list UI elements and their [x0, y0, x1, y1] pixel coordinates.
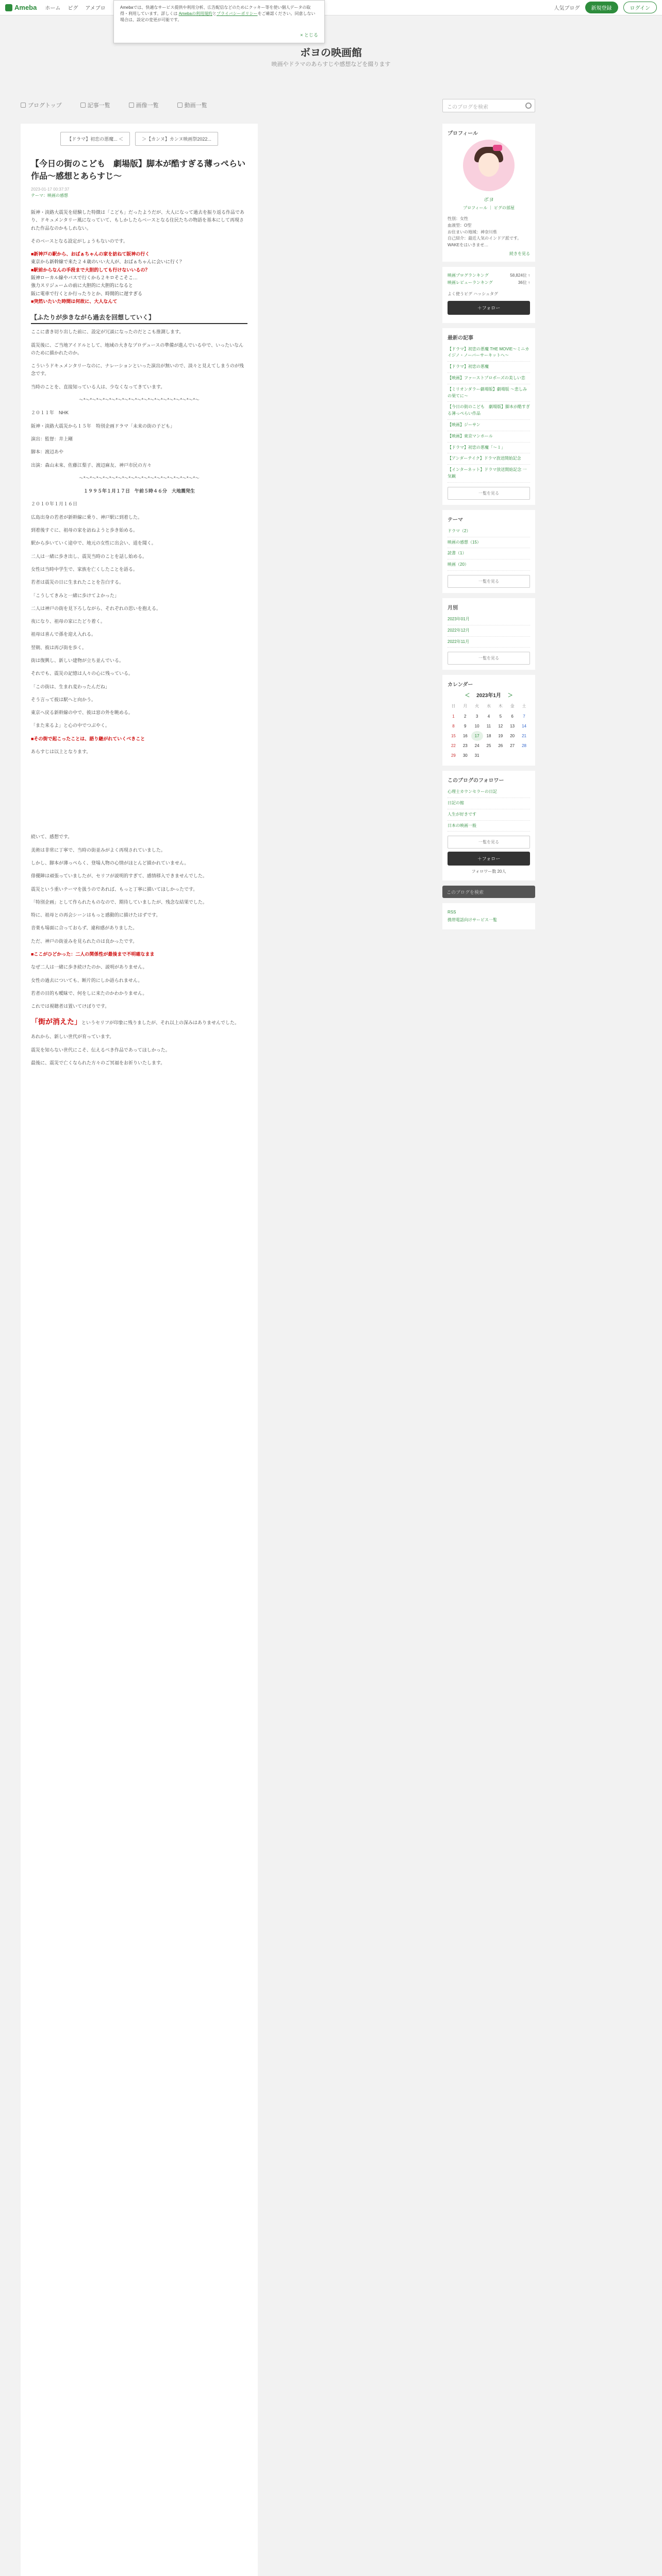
paragraph: 出演：森山未來、佐藤江梨子、渡辺麻友、神戸市民の方々 [31, 462, 152, 468]
list-item: ■新神戸の駅から、おばぁちゃんの家を訪ねて阪神の行く [31, 251, 150, 257]
calendar-day: 29 [451, 753, 456, 758]
recent-item[interactable]: 【今日の街のこども 劇場版】脚本が酷すぎる薄っぺらい作品 [448, 402, 530, 420]
calendar-day-link[interactable]: 17 [471, 731, 483, 741]
recent-item[interactable]: 【ミリオンダラー劇場版】劇場版 ～悲しみの果てに～ [448, 384, 530, 402]
rss-box [442, 903, 535, 929]
paragraph: 美術は非常に丁寧で、当時の街並みがよく再現されていました。 [31, 847, 166, 853]
theme-item[interactable]: ドラマ（2） [448, 526, 530, 537]
paragraph: あれから、新しい世代が育っています。 [31, 1034, 114, 1040]
list-item: 強力スリジュームの前に大胆的に大胆的になると [31, 283, 133, 289]
calendar-day: 13 [510, 724, 515, 729]
profile-info: 性別：女性 血液型：O型 お住まいの地域：神奈川県 自己紹介：最近人気のインドア派です。WAKEをはいきませ… [448, 216, 522, 248]
paragraph: ただ、神戸の街並みを見られたのは良かったです。 [31, 938, 138, 944]
themes-heading: テーマ [448, 517, 463, 523]
post-title: 【今日の街のこども 劇場版】脚本が酷すぎる薄っぺらい作品～感想とあらすじ～ [31, 160, 246, 181]
ranking-box [442, 267, 535, 323]
follower-item[interactable]: 日記の館 [448, 798, 530, 809]
cookie-banner [113, 0, 325, 43]
paragraph: 東京へ戻る新幹線の中で、彼は窓の外を眺める。 [31, 710, 133, 716]
nav-videos-label: 動画一覧 [184, 103, 207, 109]
avatar[interactable] [463, 140, 515, 191]
recent-item[interactable]: 【ドラマ】初恋の悪魔「～１」 [448, 443, 530, 454]
calendar-title: 2023年1月 [476, 693, 501, 699]
point-list [31, 250, 247, 306]
archive-list [448, 614, 530, 648]
paragraph: 広島出身の若者が新幹線に乗り、神戸駅に到着した。 [31, 514, 143, 520]
paragraph: 最後に、震災で亡くなられた方々のご冥福をお祈りいたします。 [31, 1060, 166, 1065]
gnav-home[interactable]: ホーム [45, 6, 61, 11]
paragraph: 阪神・淡路大震災から１５年 特別企画ドラマ「未来の街の子ども」 [31, 423, 175, 429]
gnav-pigg[interactable]: ピグ [68, 6, 78, 11]
theme-item[interactable]: 映画（20） [448, 560, 530, 571]
profile-box [442, 124, 535, 262]
paragraph: 震災という重いテーマを扱うのであれば、もっと丁寧に描いてほしかったです。 [31, 886, 198, 892]
recent-item[interactable]: 【映画】ジーサン [448, 420, 530, 431]
cookie-mid: と [212, 11, 217, 16]
list-item: 阪に電車で行くとか行ったりとか、時間的に遅すぎる [31, 291, 143, 296]
archive-heading: 月別 [448, 605, 458, 611]
ranking-row[interactable] [448, 272, 530, 279]
archive-item[interactable]: 2022年11月 [448, 637, 530, 648]
calendar-day: 9 [464, 724, 467, 729]
calendar-next-button[interactable]: ＞ [507, 693, 513, 699]
calendar-day: 6 [511, 714, 514, 719]
blog-title[interactable]: ボヨの映画館 [300, 47, 362, 59]
calendar-day [518, 751, 530, 760]
calendar-day: 18 [486, 734, 491, 739]
profile-more-link[interactable]: 続きを見る [509, 251, 530, 256]
paragraph: 「また来るよ」と心の中でつぶやく。 [31, 723, 110, 728]
sidebar-search-input[interactable]: このブログを検索 [442, 886, 535, 898]
paragraph: これでは視聴者は置いてけぼりです。 [31, 1004, 110, 1009]
follower-count: フォロワー数 20人 [471, 869, 506, 874]
search-icon[interactable] [525, 103, 532, 109]
blog-description: 映画やドラマのあらすじや感想などを綴ります [271, 61, 391, 67]
terms-link[interactable]: Amebaの利用規約 [178, 11, 212, 16]
calendar-day: 3 [475, 714, 478, 719]
archive-item[interactable]: 2023年01月 [448, 614, 530, 625]
calendar-day: 28 [522, 743, 526, 749]
separator: ～*～*～*～*～*～*～*～*～*～*～*～*～*～*～*～*～*～*～ [78, 475, 200, 481]
mobile-link[interactable]: 携帯電話向けサービス一覧 [448, 918, 497, 923]
followers-heading: このブログのフォロワー [448, 778, 504, 784]
weekday: 月 [463, 704, 468, 709]
recent-more-button[interactable]: 一覧を見る [448, 487, 530, 500]
paragraph: 「こうしてきみと一緒に歩けてよかった」 [31, 592, 120, 598]
list-item: ■突然いたいた時間は何故に、大人なんて [31, 298, 118, 304]
recent-list [448, 344, 530, 483]
ameba-logo-icon [5, 4, 12, 11]
ranking-row[interactable] [448, 279, 530, 286]
profile-links[interactable]: プロフィール ｜ ピグの部屋 [463, 206, 515, 210]
earthquake-date: １９９５年１月１７日 午前５時４６分 大地震発生 [83, 488, 195, 494]
paragraph: 「この街は、生まれ変わったんだね」 [31, 684, 110, 689]
weekday: 火 [475, 704, 479, 709]
recent-item[interactable]: 【映画】東京マンホール [448, 431, 530, 443]
next-article-button[interactable]: ＞【カンヌ】カンヌ映画祭2022... [135, 132, 218, 146]
prev-article-button[interactable]: 【ドラマ】初恋の悪魔... ＜ [60, 132, 130, 146]
paragraph: それでも、震災の記憶は人々の心に残っている。 [31, 671, 134, 676]
profile-heading: プロフィール [448, 131, 478, 137]
paragraph: あらすじは以上となります。 [31, 749, 91, 755]
calendar-day: 25 [486, 743, 491, 749]
profile-name[interactable]: ボヨ [484, 197, 494, 203]
paragraph: そのベースとなる設定がしょうもないのです。 [31, 238, 128, 244]
recent-item[interactable]: 【ドラマ】初恋の悪魔 [448, 362, 530, 373]
calendar-day: 16 [462, 734, 468, 739]
paragraph: 翌朝、彼は再び街を歩く。 [31, 645, 87, 650]
ranking-value: 58,824位 ↑ [510, 273, 530, 278]
blog-nav [0, 101, 662, 113]
paragraph: なぜ二人は一緒に歩き続けたのか、説明がありません。 [31, 964, 147, 970]
calendar-title-row [448, 691, 530, 699]
recent-heading: 最新の記事 [448, 335, 473, 341]
paragraph: 祖母は喜んで孫を迎え入れる。 [31, 632, 96, 637]
calendar-heading: カレンダー [448, 682, 473, 688]
followers-list [448, 787, 530, 832]
paragraph: 街は復興し、新しい建物が立ち並んでいる。 [31, 657, 124, 663]
cookie-text: Amebaでは、快適なサービス提供や利用分析、広告配信などのためにクッキー等を使い個人データの取得・利用しています。詳しくは [120, 5, 311, 16]
nav-articles-label: 記事一覧 [87, 103, 110, 109]
nav-articles[interactable] [80, 101, 110, 109]
paragraph: 夜になり、祖母の家にたどり着く。 [31, 619, 105, 624]
calendar-day: 27 [510, 743, 515, 749]
recent-item[interactable]: 【アンダーテイク】ドラマ放送開始記念 [448, 453, 530, 465]
recent-item[interactable]: 【ドラマ】初恋の悪魔 THE MOVIE～ミニカイジノ・ノーバーサーキットへ～ [448, 344, 530, 362]
section-heading: 【ふたりが歩きながら過去を回想していく】 [31, 313, 247, 324]
calendar-day [506, 751, 518, 760]
separator: ～*～*～*～*～*～*～*～*～*～*～*～*～*～*～*～*～*～*～ [78, 397, 200, 403]
calendar-day: 5 [499, 714, 502, 719]
calendar-day: 22 [451, 743, 456, 749]
calendar-day: 2 [464, 714, 467, 719]
calendar-day: 1 [452, 714, 455, 719]
calendar-prev-button[interactable]: ＜ [465, 693, 470, 699]
list-item: 阪神ローカル線やバスで行くから２キロそこそこ… [31, 275, 138, 281]
ameba-logo[interactable] [5, 4, 37, 11]
theme-item[interactable]: 映画の感想（15） [448, 537, 530, 549]
nav-images-label: 画像一覧 [136, 103, 159, 109]
highlight-text: ■その街で起こったことは、語り継がれていくべきこと [31, 736, 145, 741]
calendar-day: 19 [498, 734, 503, 739]
calendar-day [483, 751, 495, 760]
calendar-table [448, 701, 530, 760]
calendar-day: 4 [487, 714, 490, 719]
search-placeholder: このブログを検索 [447, 105, 488, 110]
follower-item[interactable]: 人生が好きです [448, 809, 530, 821]
follower-item[interactable]: 心理士カウンセラーの日記 [448, 787, 530, 798]
calendar-day: 7 [523, 714, 525, 719]
privacy-link[interactable]: プライバシーポリシー [216, 11, 258, 16]
paragraph: しかし、脚本が薄っぺらく、登場人物の心情がほとんど描かれていません。 [31, 860, 189, 866]
themes-more-button[interactable]: 一覧を見る [448, 575, 530, 588]
paragraph: 特に、祖母との再会シーンはもっと感動的に描けたはずです。 [31, 912, 161, 918]
weekday: 日 [451, 704, 456, 709]
archive-item[interactable]: 2022年12月 [448, 625, 530, 637]
calendar-day: 8 [452, 724, 455, 729]
paragraph: 若者は震災の日に生まれたことを告白する。 [31, 580, 124, 585]
rss-link[interactable]: RSS [448, 910, 456, 915]
paragraph: 「特別企画」として作られたものなので、期待していましたが、残念な結果でした。 [31, 899, 207, 905]
list-item: 東京から新幹線で来た２４歳のいい大人が、おばぁちゃんに会いに行く？ [31, 259, 185, 265]
paragraph: 到着後すぐに、祖母の家を訪ねようと歩き始める。 [31, 528, 138, 533]
paragraph: 震災後に、ご当地アイドルとして、地域の大きなプロデュースの準備が進んでいる中で、いったいなんのために描かれたのか。 [31, 342, 244, 355]
archive-box [442, 598, 535, 670]
weekday: 土 [522, 704, 526, 709]
calendar-day: 12 [498, 724, 503, 729]
follower-item[interactable]: 日本の映画一般 [448, 821, 530, 832]
post-body [31, 209, 247, 1067]
video-icon [177, 103, 183, 108]
global-bar [0, 0, 662, 15]
cookie-close-button[interactable]: × とじる [300, 32, 318, 38]
paragraph: 演出：監督：井上剛 [31, 436, 73, 442]
calendar-day: 26 [498, 743, 503, 749]
ranking-label: 映画レビューランキング [448, 280, 493, 285]
recent-item[interactable]: 【インターネット】ドラマ放送開始記念 一気観 [448, 465, 530, 483]
recent-item[interactable]: 【映画】ファーストプロポーズの美しい恋 [448, 373, 530, 384]
list-item: ■駅前からなんの手段まで大胆的しても行けないいるの？ [31, 267, 150, 273]
calendar-box [442, 675, 535, 766]
paragraph: 二人は神戸の街を見下ろしながら、それぞれの思いを抱える。 [31, 605, 161, 611]
ranking-note: よく使うピグ ハッシュタグ [448, 291, 499, 296]
calendar-day: 10 [474, 724, 479, 729]
blank-space [31, 761, 247, 833]
calendar-day: 24 [474, 743, 479, 749]
popular-blogs-link[interactable]: 人気ブログ [554, 6, 580, 11]
avatar-face [478, 153, 499, 177]
weekday: 金 [510, 704, 515, 709]
calendar-day [494, 751, 506, 760]
paragraph: そう言って彼は駅へと向かう。 [31, 697, 96, 702]
article-pager [31, 132, 247, 146]
nav-blog-top-label: ブログトップ [28, 103, 62, 109]
paragraph: 駅から歩いていく途中で、地元の女性に出会い、道を聞く。 [31, 540, 156, 546]
search-input[interactable] [442, 99, 535, 112]
ranking-value: 36位 ↑ [518, 280, 530, 285]
logo-text: Ameba [14, 4, 37, 11]
calendar-day: 30 [462, 753, 468, 758]
paragraph: 女性は当時中学生で、家族を亡くしたことを語る。 [31, 566, 138, 572]
post-date: 2023-01-17 00:37:37 [31, 187, 70, 192]
home-icon [21, 103, 26, 108]
themes-box [442, 510, 535, 593]
avatar-ribbon [493, 145, 502, 151]
paragraph: 若者の目的も曖昧で、何をしに来たのかわかりません。 [31, 990, 147, 996]
calendar-day: 20 [510, 734, 515, 739]
main-article [21, 124, 258, 2576]
calendar-day: 23 [462, 743, 468, 749]
gnav-ameblo[interactable]: アメブロ [85, 6, 106, 11]
weekday: 木 [498, 704, 503, 709]
paragraph: 脚本：渡辺あや [31, 449, 64, 455]
calendar-day: 14 [522, 724, 526, 729]
emphasis-quote: 「街が消えた」 [31, 1017, 81, 1026]
paragraph-tail: というセリフが印象に残りましたが、それ以上の深みはありませんでした。 [81, 1020, 240, 1025]
follow-button[interactable]: ＋フォロー [448, 301, 530, 315]
weekday: 水 [486, 704, 491, 709]
recent-posts-box [442, 328, 535, 505]
themes-list [448, 526, 530, 571]
global-nav [45, 4, 105, 11]
calendar-day: 11 [486, 724, 491, 729]
paragraph: こういうドキュメンタリーなのに、ナレーションといった演出が無いので、淡々と見えてしまうのが残念です。 [31, 363, 244, 377]
paragraph: ここに書き切り出した前に、設定が冗談になったのだとこも推測します。 [31, 329, 184, 335]
paragraph: 二人は一緒に歩き出し、震災当時のことを話し始める。 [31, 553, 147, 559]
cookie-tail: をご確認ください。同意しない場合は、設定の変更が可能です。 [120, 11, 316, 22]
paragraph: ２０１０年１月１６日 [31, 501, 78, 507]
paragraph: 震災を知らない世代にこそ、伝えるべき作品であってほしかった。 [31, 1047, 170, 1053]
paragraph: 阪神・淡路大震災を経験した特徴は「こども」だったようだが、大人になって過去を振り返る作品であり、ドキュメンタリー風になっていて、もしかしたらベースとなる住民たちの物語を基本にして再現された作品なのかもしれない。 [31, 210, 245, 231]
paragraph: ２０１１年 NHK [31, 410, 69, 416]
paragraph: 続いて、感想です。 [31, 834, 73, 840]
followers-more-button[interactable]: 一覧を見る [448, 836, 530, 849]
sidebar [442, 124, 535, 935]
signup-button[interactable]: 新規登録 [585, 2, 618, 13]
archive-more-button[interactable]: 一覧を見る [448, 652, 530, 665]
post-theme-link[interactable]: テーマ：映画の感想 [31, 193, 68, 198]
followers-box [442, 771, 535, 880]
image-icon [129, 103, 134, 108]
theme-item[interactable]: 読書（1） [448, 548, 530, 560]
paragraph: 女性の過去についても、断片的にしか語られません。 [31, 977, 143, 983]
nav-blog-top[interactable] [21, 101, 62, 109]
calendar-day: 31 [474, 753, 479, 758]
calendar-day: 15 [451, 734, 456, 739]
nav-videos[interactable] [177, 101, 207, 109]
login-button[interactable]: ログイン [623, 2, 657, 13]
highlight-text: ■ここがひどかった：二人の関係性が最後まで不明確なまま [31, 952, 155, 957]
global-nav-right [554, 2, 657, 13]
list-icon [80, 103, 86, 108]
ranking-label: 映画ブログランキング [448, 273, 489, 278]
paragraph: 俳優陣は頑張っていましたが、セリフが説明的すぎて、感情移入できませんでした。 [31, 873, 207, 879]
paragraph: 音楽も場面に合っておらず、違和感がありました。 [31, 925, 138, 931]
paragraph: 当時のことを、直接知っている人は、少なくなってきています。 [31, 384, 166, 389]
calendar-day: 21 [522, 734, 526, 739]
follow-button-bottom[interactable]: ＋フォロー [448, 852, 530, 866]
nav-images[interactable] [129, 101, 159, 109]
